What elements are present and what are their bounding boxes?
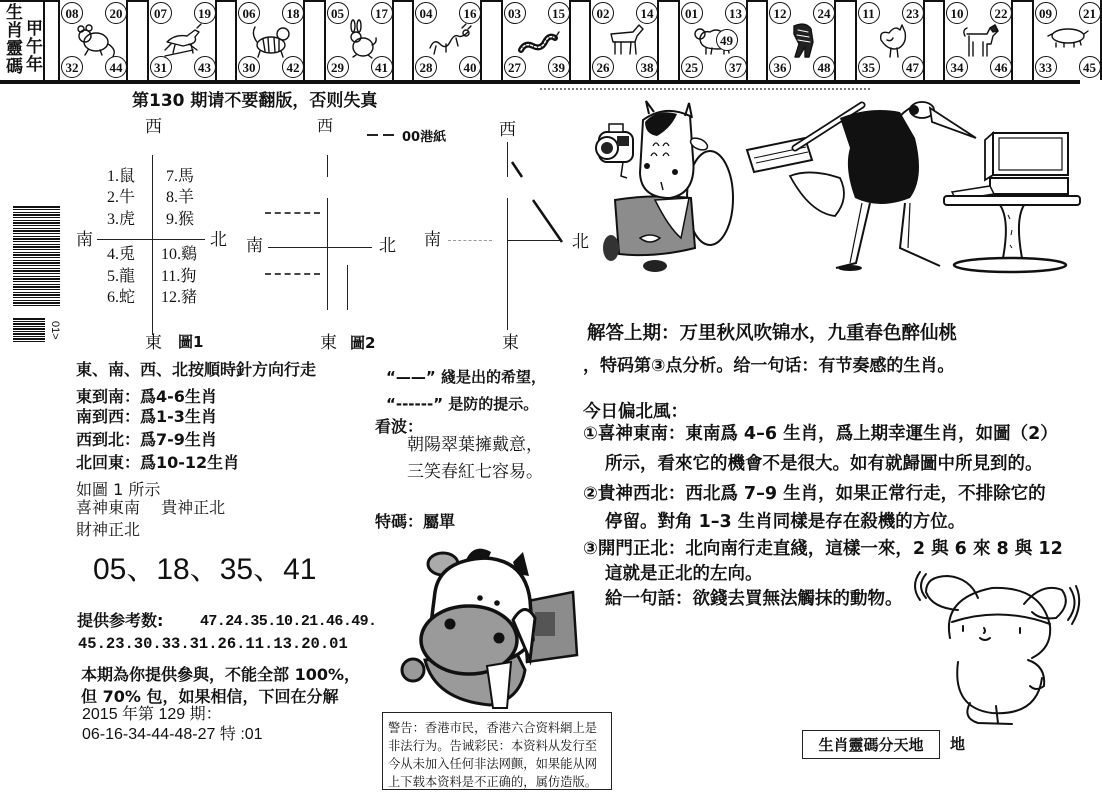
- number-ball: 15: [548, 2, 570, 24]
- diagram1-north: 北: [210, 230, 227, 249]
- number-ball: 12: [769, 2, 791, 24]
- analysis-heading: 今日偏北風：: [583, 402, 688, 422]
- number-ball: 44: [105, 56, 127, 78]
- diagram2-dashed-line: [265, 273, 320, 275]
- barcode-lower: [13, 318, 45, 343]
- bunny-illustration: [912, 568, 1080, 728]
- number-ball: 19: [194, 2, 216, 24]
- number-ball: 25: [681, 56, 703, 78]
- zodiac-item: 1.鼠: [107, 168, 136, 185]
- number-ball: 42: [282, 56, 304, 78]
- diagram1-vertical-axis: [152, 155, 153, 335]
- zodiac-box-rat: [58, 0, 128, 80]
- diagram3-north: 北: [572, 232, 589, 251]
- number-ball: 40: [459, 56, 481, 78]
- computer-desk-illustration: [940, 130, 1080, 275]
- zodiac-box-monkey: [766, 0, 836, 80]
- number-ball: 11: [858, 2, 880, 24]
- picks-numbers: 05、18、35、41: [93, 553, 317, 586]
- zodiac-box-dog: [943, 0, 1013, 80]
- number-ball: 14: [636, 2, 658, 24]
- analysis-item-cont: 這就是正北的左向。: [605, 564, 763, 584]
- number-ball: 03: [504, 2, 526, 24]
- diagram2-north: 北: [379, 236, 396, 255]
- zodiac-item: 11.狗: [161, 268, 197, 285]
- pig-icon: [1046, 20, 1092, 60]
- reference-numbers: 47.24.35.10.21.46.49.: [200, 613, 377, 630]
- cow-cameraman-illustration: [585, 98, 740, 278]
- scan-artifact-line: [540, 88, 870, 90]
- reference-numbers: 45.23.30.33.31.26.11.13.20.01: [78, 635, 348, 653]
- banner-bottom-rule: [0, 80, 1080, 84]
- number-ball: 31: [150, 56, 172, 78]
- horse-icon: [603, 20, 649, 60]
- number-ball: 49: [716, 29, 738, 51]
- number-ball: 48: [813, 56, 835, 78]
- analysis-intro: ，特码第③点分析。给一句话：有节奏感的生肖。: [583, 356, 955, 376]
- zodiac-item: 7.馬: [166, 168, 195, 185]
- number-ball: 29: [327, 56, 349, 78]
- rabbit-icon: [338, 20, 384, 60]
- analysis-item: ①喜神東南：東南爲 4–6 生肖，爲上期幸運生肖，如圖（2）: [583, 424, 1058, 444]
- direction-rule: 南到西：爲1-3生肖: [76, 407, 217, 426]
- direction-rule: 如圖 1 所示: [76, 480, 161, 499]
- number-ball: 37: [725, 56, 747, 78]
- number-ball: 17: [371, 2, 393, 24]
- diagram2-west: 西: [317, 118, 334, 135]
- analysis-item: ③開門正北：北向南行走直綫，這樣一來，2 與 6 來 8 與 12: [583, 539, 1063, 559]
- banner-year: 甲午年: [22, 19, 42, 73]
- monkey-icon: [780, 20, 826, 60]
- number-ball: 45: [1079, 56, 1101, 78]
- number-ball: 33: [1035, 56, 1057, 78]
- zodiac-item: 12.豬: [161, 289, 198, 306]
- banner-label: [0, 0, 45, 80]
- number-ball: 43: [194, 56, 216, 78]
- rooster-icon: [869, 20, 915, 60]
- promo-text: 但 70% 包，如果相信，下回在分解: [81, 687, 339, 706]
- footer-suffix: 地: [950, 735, 966, 753]
- analysis-item-cont: 停留。對角 1–3 生肖同樣是存在殺機的方位。: [605, 512, 966, 532]
- direction-rule: 財神正北: [76, 520, 141, 539]
- number-ball: 24: [813, 2, 835, 24]
- number-ball: 08: [61, 2, 83, 24]
- warning-line: 上下载本资料是不正确的，属仿造版。: [388, 775, 598, 789]
- direction-rule: 東到南：爲4-6生肖: [76, 387, 217, 406]
- number-ball: 41: [371, 56, 393, 78]
- analysis-hint: 給一句話：欲錢去買無法觸抹的動物。: [605, 589, 903, 609]
- number-ball: 38: [636, 56, 658, 78]
- number-ball: 30: [238, 56, 260, 78]
- zodiac-item: 2.牛: [107, 189, 136, 206]
- poem-line: 三笑春紅七容易。: [407, 462, 543, 482]
- footer-title: 生肖靈碼分天地: [818, 736, 924, 754]
- diagram3-south: 南: [424, 230, 441, 249]
- legend-dash: [367, 134, 378, 136]
- legend-solid: “——” 綫是出的希望，: [386, 368, 546, 386]
- tiger-icon: [249, 20, 295, 60]
- number-ball: 04: [415, 2, 437, 24]
- poem-label: 看波：: [375, 417, 424, 436]
- diagram3-east: 東: [502, 333, 519, 352]
- number-ball: 28: [415, 56, 437, 78]
- zodiac-box-rabbit: [324, 0, 394, 80]
- last-answer-text: 解答上期：万里秋风吹锦水，九重春色醉仙桃: [587, 323, 958, 344]
- number-ball: 21: [1079, 2, 1101, 24]
- banner-title: 生肖靈碼: [2, 3, 22, 75]
- diagram2-horizontal-axis: [268, 247, 372, 248]
- number-ball: 39: [548, 56, 570, 78]
- number-ball: 09: [1035, 2, 1057, 24]
- diagram3-dashed-line: [448, 240, 492, 241]
- diagram2-vertical-axis-top: [327, 155, 328, 177]
- diagram1-south: 南: [76, 230, 93, 249]
- footer-title-box: [802, 730, 940, 759]
- zodiac-item: 5.龍: [107, 268, 136, 285]
- number-ball: 35: [858, 56, 880, 78]
- warning-line: 警告：香港市民，香港六合资料網上是: [388, 721, 598, 735]
- reference-label: 提供参考数:: [77, 611, 164, 630]
- diagram2-south: 南: [246, 236, 263, 255]
- number-ball: 06: [238, 2, 260, 24]
- diagram2-legend: 00港紙: [402, 130, 447, 145]
- legal-warning-box: [382, 712, 612, 790]
- number-ball: 16: [459, 2, 481, 24]
- warning-line: 非法行为。告诫彩民：本资料从发行至: [388, 739, 598, 753]
- last-answer-clipped: [587, 323, 1007, 344]
- zodiac-box-dragon: [412, 0, 482, 80]
- warning-line: 今从未加入任何非法网颤，如果能从网: [388, 757, 598, 771]
- number-ball: 27: [504, 56, 526, 78]
- dragon-icon: [426, 20, 472, 60]
- number-ball: 22: [990, 2, 1012, 24]
- diagram1-east: 東: [145, 333, 162, 352]
- direction-rule: 北回東：爲10-12生肖: [76, 453, 240, 472]
- number-ball: 34: [946, 56, 968, 78]
- snake-icon: [515, 20, 561, 60]
- dog-icon: [957, 20, 1003, 60]
- diagram3-horizontal-axis: [507, 240, 562, 241]
- cow-mascot-illustration: [395, 540, 580, 710]
- number-ball: 10: [946, 2, 968, 24]
- zodiac-box-goat: [678, 0, 748, 80]
- barcode: [13, 206, 60, 308]
- diagram2-caption: 圖2: [350, 334, 376, 352]
- diagram2-east: 東: [320, 333, 337, 352]
- diagram1-west: 西: [145, 117, 162, 136]
- direction-rule: 喜神東南 貴神正北: [76, 498, 226, 517]
- number-ball: 26: [592, 56, 614, 78]
- diagram2-vertical-axis: [327, 198, 328, 310]
- zodiac-item: 6.蛇: [107, 289, 136, 306]
- reprint-notice: 第130 期请不要翻版，否则失真: [132, 91, 378, 111]
- number-ball: 05: [327, 2, 349, 24]
- number-ball: 23: [902, 2, 924, 24]
- ox-icon: [161, 20, 207, 60]
- zodiac-item: 3.虎: [107, 211, 136, 228]
- zodiac-box-snake: [501, 0, 571, 80]
- poem-line: 朝陽翠葉擁戴意，: [407, 435, 543, 455]
- number-ball: 13: [725, 2, 747, 24]
- zodiac-item: 9.猴: [166, 211, 195, 228]
- barcode-code: 01>: [49, 321, 61, 340]
- diagram3-west: 西: [499, 120, 516, 139]
- legend-dashed: “------” 是防的提示。: [386, 395, 539, 413]
- direction-rule: 西到北：爲7-9生肖: [76, 430, 217, 449]
- rat-icon: [72, 20, 118, 60]
- zodiac-box-tiger: [235, 0, 305, 80]
- diagram1-horizontal-axis: [97, 239, 205, 240]
- diagram2-short-line: [347, 265, 348, 310]
- zodiac-box-rooster: [855, 0, 925, 80]
- number-ball: 02: [592, 2, 614, 24]
- diagram1-caption: 圖1: [178, 333, 204, 351]
- zodiac-item: 8.羊: [166, 189, 195, 206]
- legend-dash: [383, 134, 394, 136]
- number-ball: 07: [150, 2, 172, 24]
- promo-period: 2015 年第 129 期：: [82, 706, 222, 723]
- number-ball: 01: [681, 2, 703, 24]
- number-ball: 36: [769, 56, 791, 78]
- zodiac-box-horse: [589, 0, 659, 80]
- promo-text: 本期為你提供參與，不能全部 100%，: [81, 665, 361, 684]
- number-ball: 32: [61, 56, 83, 78]
- number-ball: 46: [990, 56, 1012, 78]
- analysis-item-cont: 所示，看來它的機會不是很大。如有就歸圖中所見到的。: [605, 454, 1043, 474]
- zodiac-box-ox: [147, 0, 217, 80]
- zodiac-box-pig: [1032, 0, 1102, 80]
- special-code: 特碼：屬單: [375, 512, 456, 531]
- direction-rule: 東、南、西、北按順時針方向行走: [76, 360, 317, 379]
- analysis-item: ②貴神西北：西北爲 7–9 生肖，如果正常行走，不排除它的: [583, 484, 1046, 504]
- previous-results: 06-16-34-44-48-27 特 :01: [82, 726, 263, 743]
- zodiac-item: 10.鷄: [161, 246, 198, 263]
- number-ball: 20: [105, 2, 127, 24]
- zodiac-item: 4.兎: [107, 246, 136, 263]
- diagram2-dashed-line: [265, 212, 320, 214]
- number-ball: 47: [902, 56, 924, 78]
- diagram3-diagonal-lines: [500, 150, 580, 250]
- number-ball: 18: [282, 2, 304, 24]
